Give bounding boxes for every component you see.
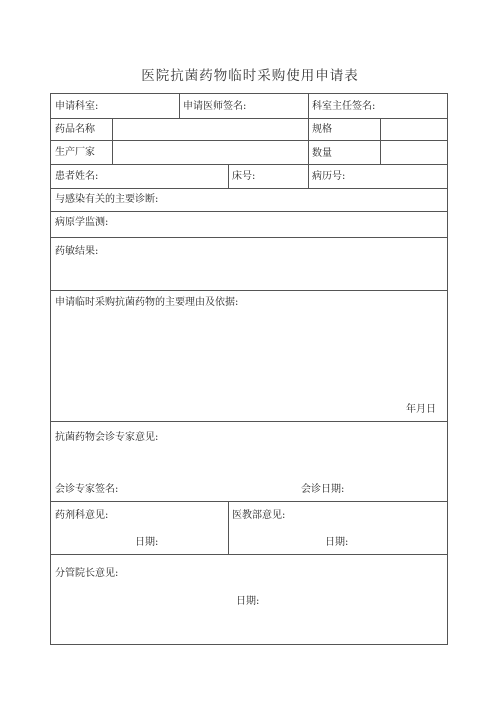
row-divider <box>51 501 447 502</box>
column-divider <box>112 118 113 164</box>
bed-number-label: 床号: <box>232 171 256 182</box>
medical-opinion-label: 医教部意见: <box>232 510 286 521</box>
row-divider <box>51 188 447 189</box>
application-form <box>50 93 448 645</box>
row-divider <box>51 140 447 141</box>
doctor-signature-label: 申请医师签名: <box>183 101 247 112</box>
medical-date-label: 日期: <box>325 537 349 548</box>
form-title: 医院抗菌药物临时采购使用申请表 <box>141 68 359 84</box>
column-divider <box>179 94 180 118</box>
sensitivity-label: 药敏结果: <box>55 246 99 257</box>
reason-date-label: 年月日 <box>406 404 436 415</box>
patient-name-label: 患者姓名: <box>55 171 99 182</box>
row-divider <box>51 164 447 165</box>
pharmacy-opinion-label: 药剂科意见: <box>55 510 109 521</box>
director-signature-label: 科室主任签名: <box>312 101 376 112</box>
consult-signature-label: 会诊专家签名: <box>55 484 119 495</box>
row-divider <box>51 237 447 238</box>
manufacturer-label: 生产厂家 <box>55 147 95 158</box>
diagnosis-label: 与感染有关的主要诊断: <box>55 194 159 205</box>
column-divider <box>380 118 381 164</box>
pharmacy-date-label: 日期: <box>135 537 159 548</box>
quantity-label: 数量 <box>312 148 332 159</box>
row-divider <box>51 554 447 555</box>
spec-label: 规格 <box>312 124 332 135</box>
row-divider <box>51 211 447 212</box>
president-opinion-label: 分管院长意见: <box>55 568 119 579</box>
column-divider <box>228 164 229 188</box>
column-divider <box>308 94 309 118</box>
president-date-label: 日期: <box>236 596 260 607</box>
column-divider <box>308 118 309 164</box>
record-number-label: 病历号: <box>312 171 346 182</box>
column-divider <box>228 501 229 554</box>
consult-opinion-label: 抗菌药物会诊专家意见: <box>55 432 159 443</box>
row-divider <box>51 118 447 119</box>
consult-date-label: 会诊日期: <box>301 484 345 495</box>
row-divider <box>51 290 447 291</box>
drug-name-label: 药品名称 <box>55 124 95 135</box>
pathogen-label: 病原学监测: <box>55 217 109 228</box>
row-divider <box>51 421 447 422</box>
department-label: 申请科室: <box>55 101 99 112</box>
reason-label: 申请临时采购抗菌药物的主要理由及依据: <box>55 297 239 308</box>
column-divider <box>308 164 309 188</box>
